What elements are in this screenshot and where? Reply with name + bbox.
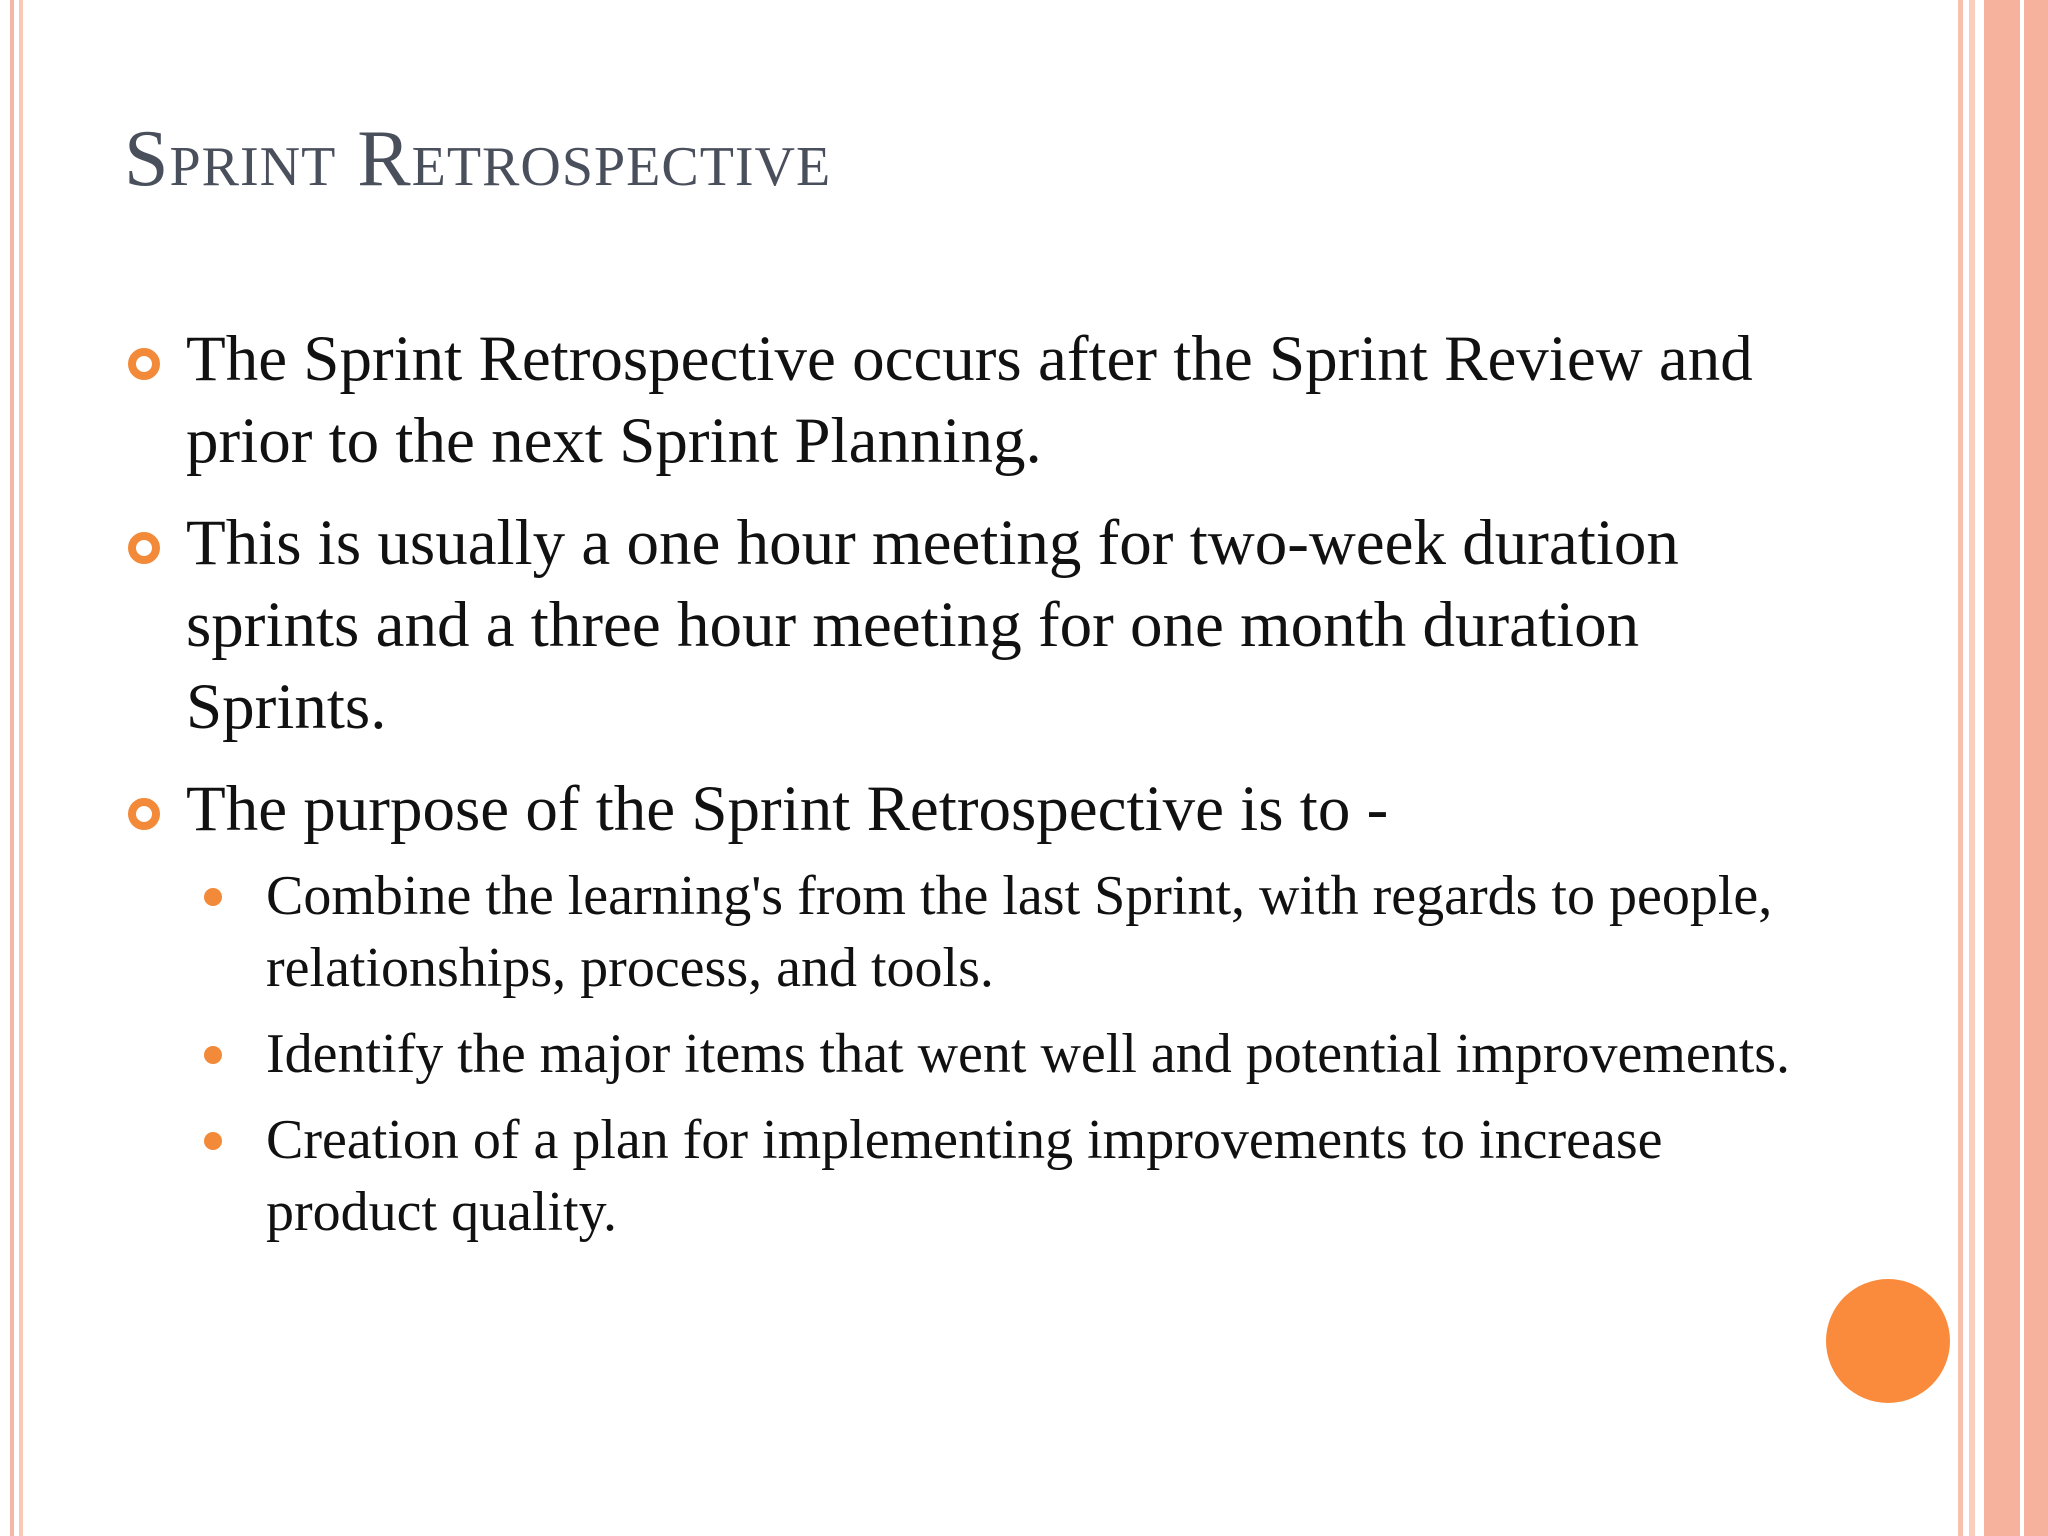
sub-bullet-item [204,1104,1844,1248]
filled-dot-bullet-icon [204,888,222,906]
sub-bullet-text: Creation of a plan for implementing improvements to increase product quality. [266,1109,1663,1243]
sub-bullet-text: Combine the learning's from the last Sprint, with regards to people, relationships, process, and tools. [266,865,1773,999]
bullet-item [124,768,1844,850]
hollow-circle-bullet-icon [128,532,160,564]
sub-bullet-item [204,1018,1844,1090]
slide-title: Sprint Retrospective [124,115,832,203]
filled-dot-bullet-icon [204,1046,222,1064]
filled-dot-bullet-icon [204,1132,222,1150]
sub-bullet-item [204,860,1844,1004]
bullet-text: The purpose of the Sprint Retrospective is to - [186,773,1389,845]
right-decorative-border [1958,0,2048,1536]
hollow-circle-bullet-icon [128,798,160,830]
hollow-circle-bullet-icon [128,348,160,380]
sub-bullet-list [124,860,1844,1248]
bullet-text: The Sprint Retrospective occurs after the Sprint Review and prior to the next Sprint Planning. [186,323,1753,477]
left-decorative-border [0,0,26,1536]
bullet-item [124,502,1844,748]
sub-bullet-text: Identify the major items that went well and potential improvements. [266,1023,1791,1085]
orange-circle-decoration [1826,1279,1950,1403]
bullet-text: This is usually a one hour meeting for two-week duration sprints and a three hour meeting for one month duration Sprints. [186,507,1679,743]
bullet-item [124,318,1844,482]
right-border-inner-line [2020,0,2024,1536]
slide-content [124,318,1844,1262]
